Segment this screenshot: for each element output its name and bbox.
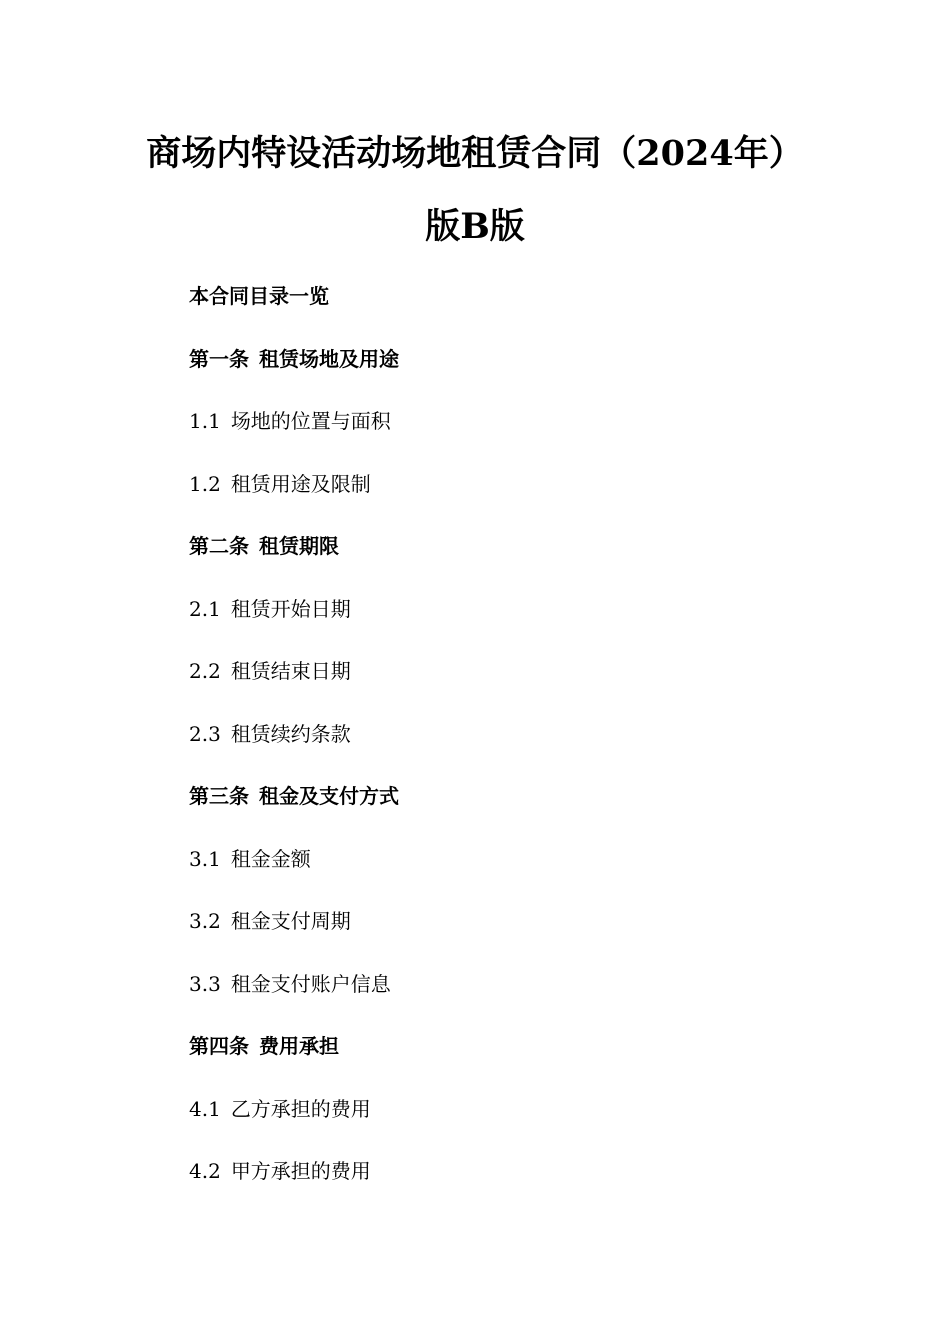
toc-article-1[interactable] <box>189 344 829 407</box>
toc-section-1-2[interactable] <box>189 469 829 532</box>
toc-entry-number: 第一条 <box>189 346 249 371</box>
toc-entry-text: 租金支付周期 <box>230 909 351 933</box>
toc-entry-text: 乙方承担的费用 <box>230 1096 371 1121</box>
toc-entry-number: 第三条 <box>189 784 249 808</box>
toc-entry-number: 第四条 <box>189 1034 249 1058</box>
toc-entry-text: 租金支付账户信息 <box>230 971 391 996</box>
toc-entry-text: 场地的位置与面积 <box>230 409 391 433</box>
toc-section-3-2[interactable] <box>189 906 829 969</box>
toc-entry-number: 3.3 <box>189 971 221 996</box>
toc-entry-text: 租赁场地及用途 <box>259 346 399 371</box>
table-of-contents <box>189 281 829 1219</box>
toc-entry-text: 租赁续约条款 <box>230 721 351 746</box>
toc-section-2-2[interactable] <box>189 656 829 719</box>
toc-section-3-1[interactable] <box>189 844 829 907</box>
toc-entry-text: 租金及支付方式 <box>259 784 399 808</box>
toc-entry-text: 租金金额 <box>230 846 311 871</box>
toc-entry-text: 费用承担 <box>259 1034 339 1058</box>
toc-entry-number: 2.1 <box>189 596 221 621</box>
toc-section-2-1[interactable] <box>189 594 829 657</box>
toc-entry-text: 租赁期限 <box>259 534 339 558</box>
toc-entry-text: 甲方承担的费用 <box>230 1159 371 1183</box>
toc-entry-number: 3.2 <box>189 909 221 933</box>
toc-entry-number: 1.1 <box>189 409 221 433</box>
toc-section-4-1[interactable] <box>189 1094 829 1157</box>
toc-entry-text: 租赁用途及限制 <box>230 471 371 496</box>
toc-section-2-3[interactable] <box>189 719 829 782</box>
document-title: 商场内特设活动场地租赁合同（2024年） <box>146 133 804 174</box>
toc-article-2[interactable] <box>189 531 829 594</box>
toc-entry-text: 租赁结束日期 <box>230 659 351 683</box>
toc-entry-number: 2.3 <box>189 721 221 746</box>
toc-entry-text: 租赁开始日期 <box>230 596 351 621</box>
toc-heading: 本合同目录一览 <box>189 284 329 308</box>
toc-entry-number: 2.2 <box>189 659 221 683</box>
toc-entry-number: 3.1 <box>189 846 221 871</box>
toc-section-4-2[interactable] <box>189 1156 829 1219</box>
toc-article-4[interactable] <box>189 1031 829 1094</box>
toc-entry-number: 4.2 <box>189 1159 221 1183</box>
toc-entry-number: 第二条 <box>189 534 249 558</box>
toc-article-3[interactable] <box>189 781 829 844</box>
toc-section-3-3[interactable] <box>189 969 829 1032</box>
toc-entry-number: 1.2 <box>189 471 221 496</box>
toc-section-1-1[interactable] <box>189 406 829 469</box>
document-title-version: 版B版 <box>425 206 525 247</box>
toc-entry-number: 4.1 <box>189 1096 221 1121</box>
